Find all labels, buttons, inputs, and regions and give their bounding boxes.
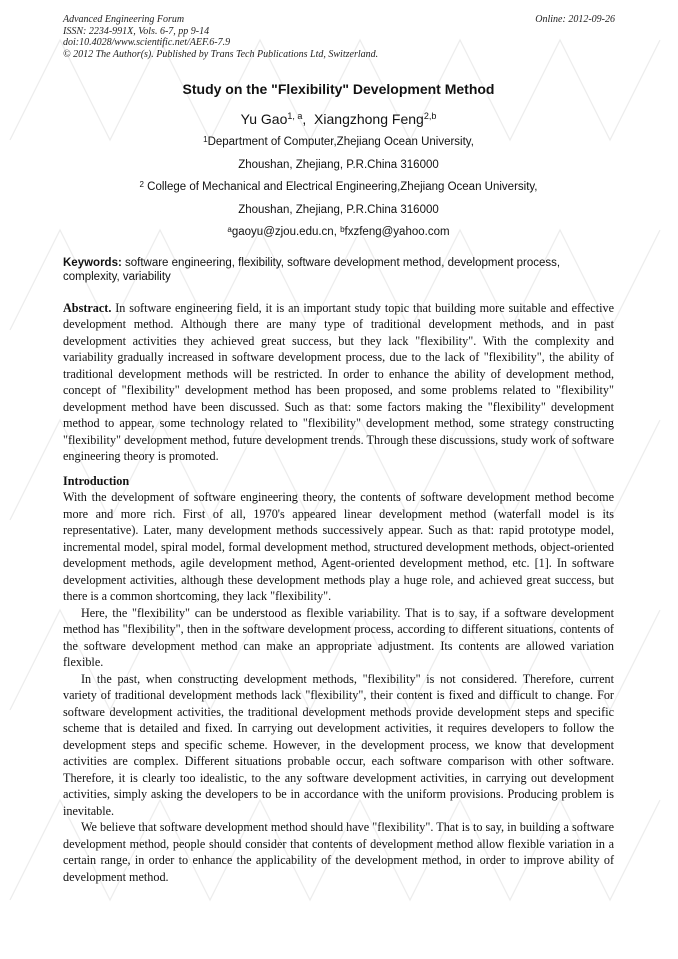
paper-page xyxy=(63,14,614,885)
intro-paragraph-1: With the development of software engineering theory, the contents of software development method become more and more rich. First of all, 1970's appeared linear development method (waterfall model is its representative). Later, many development methods successively appear. Such as that: rapid prototype model, incremental model, spiral model, formal development method, structured development methods, object-oriented development methods, agile development method, Agent-oriented development method, etc. [1]. In software development activities, although these development methods play a huge role, and achieved great success, but there is a common shortcoming, they lack "flexibility". xyxy=(63,490,614,603)
affiliation-1-line-2: Zhoushan, Zhejiang, P.R.China 316000 xyxy=(238,158,439,171)
doi-line: doi:10.4028/www.scientific.net/AEF.6-7.9 xyxy=(63,37,231,48)
email-b[interactable]: fxzfeng@yahoo.com xyxy=(344,226,450,238)
affiliation-2-mark: 2 xyxy=(139,180,144,189)
keywords xyxy=(63,256,614,285)
paper-title: Study on the "Flexibility" Development Method xyxy=(182,81,495,97)
online-date: Online: 2012-09-26 xyxy=(535,14,615,25)
email-b-mark: b xyxy=(340,225,345,234)
journal-name: Advanced Engineering Forum xyxy=(63,14,185,25)
affiliation-2-line-2: Zhoushan, Zhejiang, P.R.China 316000 xyxy=(238,203,439,216)
section-heading-introduction: Introduction xyxy=(63,473,130,488)
journal-header xyxy=(63,14,614,60)
email-a[interactable]: gaoyu@zjou.edu.cn, xyxy=(231,226,341,238)
intro-paragraph-2: Here, the "flexibility" can be understood as flexible variability. That is to say, if a software development method has "flexibility", then in the software development process, according to different situations, contents of the software development method can make an appropriate adjustment. Its contents are allowed variation flexible. xyxy=(63,605,614,669)
keywords-label: Keywords: xyxy=(63,256,122,269)
author-line xyxy=(63,110,614,128)
copyright-line: © 2012 The Author(s). Published by Trans Tech Publications Ltd, Switzerland. xyxy=(63,48,379,60)
affiliation-1-line-1 xyxy=(63,131,614,154)
abstract-text: In software engineering field, it is an important study topic that building more suitable and effective development method. Although there are many type of traditional development methods, and in past development activities they achieved great success, but they lack "flexibility". With the complexity and variability gradually increased in software development process, due to the lack of "flexibility", the ability of traditional development methods will be restricted. In order to enhance the ability of development method, concept of "flexibility" development method has been proposed, and some problems related to "flexibility" development method have been discussed. Such as that: some factors making the "flexibility" development method to appear, some technology related to "flexibility" development method, some strategy constructing "flexibility" development method, future development trends. Through these discussions, study work of software engineering theory is promoted. xyxy=(63,300,614,463)
affiliation-1-name: Department of Computer,Zhejiang Ocean University, xyxy=(207,136,474,148)
author-1-affiliation-mark: 1, a xyxy=(287,111,303,121)
author-1: Yu Gao xyxy=(240,111,288,127)
affiliation-2-line-1 xyxy=(63,176,614,199)
author-2-affiliation-mark: 2,b xyxy=(423,111,437,121)
keywords-text: software engineering, flexibility, software development method, development process, complexity, variability xyxy=(63,256,564,283)
issn-line: ISSN: 2234-991X, Vols. 6-7, pp 9-14 xyxy=(63,25,210,37)
affiliation-2-name: College of Mechanical and Electrical Engineering,Zhejiang Ocean University, xyxy=(143,181,538,193)
affiliation-1-mark: 1 xyxy=(203,135,208,144)
abstract xyxy=(63,300,614,465)
intro-paragraph-4: We believe that software development method should have "flexibility". That is to say, in building a software development method, people should consider that contents of development method allow flexible variation in a certain range, in order to enhance the applicability of the development method, in order to improve ability of development method. xyxy=(63,820,614,884)
author-separator: , xyxy=(302,111,315,127)
abstract-label: Abstract. xyxy=(63,300,112,315)
intro-paragraph-3: In the past, when constructing development methods, "flexibility" is not considered. Therefore, current variety of traditional development methods lack "flexibility", their content is fixed and difficult to change. For software development activities, the traditional development methods provide development steps and specific scheme that is detailed and fixed. In carrying out development activities, it requires developers to follow the development steps and specific scheme. However, in the development process, we know that development activities are complex. Different situations probable occur, each software comparison with other software. Therefore, it is clearly too idealistic, to the any software development activities, in carrying out development activities, simply asking the developers to be in accordance with the uniform provisions. Producing problem is inevitable. xyxy=(63,671,614,818)
author-2: Xiangzhong Feng xyxy=(314,111,424,127)
email-line xyxy=(63,221,614,244)
email-a-mark: a xyxy=(227,225,232,234)
